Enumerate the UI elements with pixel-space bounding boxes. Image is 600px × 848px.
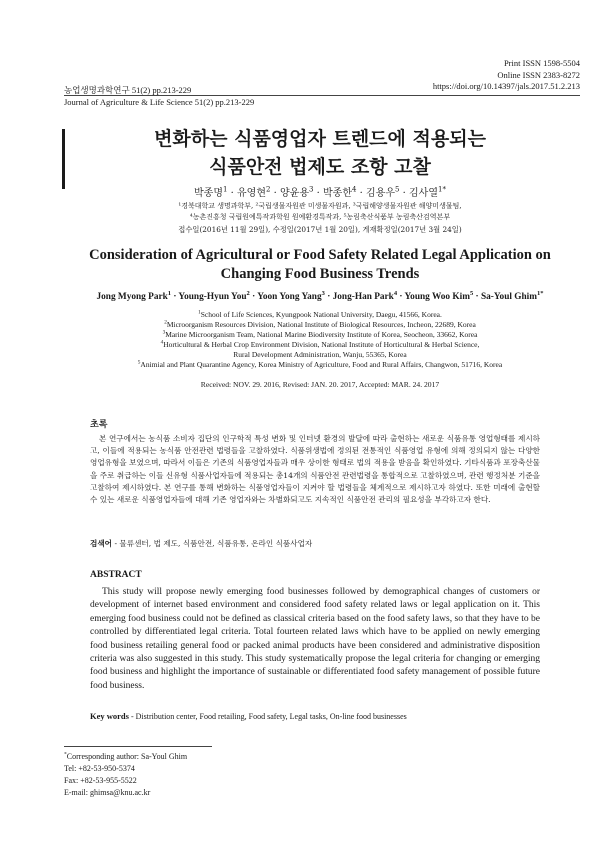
abstract-korean-heading: 초록 — [90, 420, 108, 430]
author-separator: · — [171, 292, 179, 302]
title-english-line1: Consideration of Agricultural or Food Safety Related Legal Application on — [89, 247, 551, 263]
asterisk-mark: * — [64, 751, 67, 758]
author-name: Sa-Youl Ghim — [480, 292, 538, 302]
author-name: Yoon Yong Yang — [257, 292, 322, 302]
author-name: Jong-Han Park — [332, 292, 394, 302]
author-name: Young-Hyun You — [178, 292, 247, 302]
author-affiliation-mark: 3 — [309, 185, 314, 194]
dates-korean: 접수일(2016년 11월 29일), 수정일(2017년 1월 20일), 게재확정일(2017년 3월 24일) — [178, 225, 462, 234]
author-affiliation-mark: 1* — [438, 185, 446, 194]
affiliations-english — [60, 310, 580, 370]
authors-korean — [60, 184, 580, 199]
keywords-korean-label: 검색어 — [90, 539, 113, 548]
abstract-english-heading: ABSTRACT — [90, 570, 142, 580]
title-korean-line2: 식품안전 법제도 조항 고찰 — [209, 156, 431, 178]
author-separator: · — [356, 188, 367, 199]
author-name: 양윤용 — [280, 188, 309, 199]
author-separator: · — [399, 188, 410, 199]
footnote-divider — [64, 746, 212, 747]
author-affiliation-mark: 2 — [246, 289, 250, 297]
author-affiliation-mark: 4 — [393, 289, 398, 297]
title-korean-line1: 변화하는 식품영업자 트렌드에 적용되는 — [154, 128, 486, 150]
author-affiliation-mark: 1* — [537, 289, 544, 297]
author-affiliation-mark: 2 — [266, 185, 271, 194]
doi-link[interactable]: https://doi.org/10.14397/jals.2017.51.2.213 — [432, 81, 580, 91]
author-affiliation-mark: 5 — [469, 289, 474, 297]
keywords-english-label: Key words — [90, 711, 129, 721]
author-affiliation-mark: 1 — [223, 185, 228, 194]
author-affiliation-mark: 4 — [352, 185, 357, 194]
corresponding-footnote — [64, 751, 187, 799]
header-divider — [64, 95, 580, 96]
affiliation-english-line: $^3$Marine Microorganism Team, National Marine Biodiversity Institute of Korea, Seocheon, 33662, Korea — [162, 329, 478, 339]
affiliation-korean-line: ¹경북대학교 생명과학부, ²국립생물자원관 미생물자원과, ³국립해양생물자원관 해양미생물팀, — [178, 202, 462, 210]
author-separator: · — [473, 292, 481, 302]
author-separator: · — [227, 188, 238, 199]
author-separator: · — [324, 292, 333, 302]
issn-doi-block — [433, 58, 580, 93]
fax: Fax: +82-53-955-5522 — [64, 776, 137, 785]
author-separator: · — [249, 292, 258, 302]
keywords-english — [90, 711, 550, 721]
dates-english: Received: NOV. 29. 2016, Revised: JAN. 20. 2017, Accepted: MAR. 24. 2017 — [200, 380, 440, 389]
author-name: 박종한 — [323, 188, 352, 199]
journal-ko: 농업생명과학연구 51(2) pp.213-229 — [64, 85, 192, 95]
author-name: 김사열 — [409, 188, 438, 199]
affiliation-english-line: Rural Development Administration, Wanju, 55365, Korea — [233, 350, 407, 359]
affiliation-english-line: $^5$Animial and Plant Quarantine Agency, Korea Ministry of Agriculture, Food and Rural Affairs, Changwon, 51716, Korea — [137, 359, 503, 369]
corresponding-author: *Corresponding author: Sa-Youl Ghim — [64, 751, 188, 761]
author-affiliation-mark: 5 — [395, 185, 400, 194]
author-name: Jong Myong Park — [96, 292, 168, 302]
title-english-line2: Changing Food Business Trends — [220, 266, 420, 282]
author-separator: · — [397, 292, 405, 302]
keywords-korean-list: - 물류센터, 법 제도, 식품안전, 식품유통, 온라인 식품사업자 — [114, 539, 313, 548]
affiliation-korean-line: ⁴농촌진흥청 국립원예특작과학원 원예환경특작과, ⁵농림축산식품부 농림축산검역본부 — [189, 212, 451, 221]
affiliation-english-line: $^1$School of Life Sciences, Kyungpook National University, Daegu, 41566, Korea. — [198, 309, 442, 319]
author-name: 김용우 — [366, 188, 395, 199]
affiliations-korean — [60, 201, 580, 222]
author-name: 유영현 — [237, 188, 266, 199]
keywords-korean — [90, 538, 550, 549]
authors-english — [60, 289, 580, 302]
author-affiliation-mark: 1 — [167, 289, 172, 297]
tel: Tel: +82-53-950-5374 — [64, 764, 135, 773]
email-link[interactable]: E-mail: ghimsa@knu.ac.kr — [64, 788, 151, 797]
author-separator: · — [270, 188, 281, 199]
abstract-english-body: This study will propose newly emerging food businesses followed by demographical changes of customers or development of internet based environment and considered food safety related laws or legal application on it. This emerging food business could not be defined as classical criteria based on the food safety laws, so that they have to be controlled by differentiated legal criteria. Total fourteen related laws which have to be applied on newly emerging food business retailing general food or packed animal products have been considered and administrative disposition criteria was also suggested in this study. This study systematically propose the legal criteria for changing or emerging food business and highlight the importance of sustainable or differentiated food safety management of possible future food business. — [90, 587, 540, 691]
journal-en: Journal of Agriculture & Life Science 51(2) pp.213-229 — [64, 96, 255, 107]
author-name: 박종명 — [194, 188, 223, 199]
author-name: Young Woo Kim — [404, 292, 470, 302]
keywords-english-list: - Distribution center, Food retailing, Food safety, Legal tasks, On-line food businesses — [130, 712, 407, 721]
journal-citation — [64, 85, 254, 108]
author-separator: · — [313, 188, 324, 199]
author-affiliation-mark: 3 — [321, 289, 325, 297]
affiliation-english-line: $^4$Horticultural & Herbal Crop Environment Division, National Institute of Horticultural & Herbal Science, — [160, 339, 480, 349]
affiliation-english-line: $^2$Microorganism Resources Division, National Institute of Biological Resources, Incheon, 22689, Korea — [164, 319, 476, 329]
title-korean — [60, 125, 580, 181]
online-issn: Online ISSN 2383-8272 — [497, 69, 580, 80]
title-english — [60, 246, 580, 284]
print-issn: Print ISSN 1598-5504 — [503, 58, 580, 68]
abstract-korean-body: 본 연구에서는 농식품 소비자 집단의 인구학적 특성 변화 및 인터넷 환경의 발달에 따라 출현하는 새로운 식품유통 영업형태를 제시하고, 이들에 적용되는 농식품 안전관련 법령들을 고찰하였다. 식품위생법에 정의된 전통적인 식품영업 유형에 의해 정의되지 않는 다양한 영업유형을 보였으며, 따라서 이들은 기존의 식품영업자들과 매우 상이한 형태로 법의 적용을 받음을 확인하였다. 기타식품과 포장축산물을 주로 취급하는 이들 신유형 식품사업자들에 적용되는 총14개의 식품안전 관련법령을 통합적으로 고찰하였으며, 관련 행정처분 기준을 고찰하여 제시하였다. 본 연구를 통해 변화하는 식품영업자들이 지켜야 할 법령들을 체계적으로 제시하고자 하였다. 또한 미래에 출현할 수 있는 새로운 식품영업자들에 대해 기존 영업자와는 차별화되고도 지속적인 식품안전 관리의 필요성을 부각하고자 한다. — [90, 434, 540, 505]
